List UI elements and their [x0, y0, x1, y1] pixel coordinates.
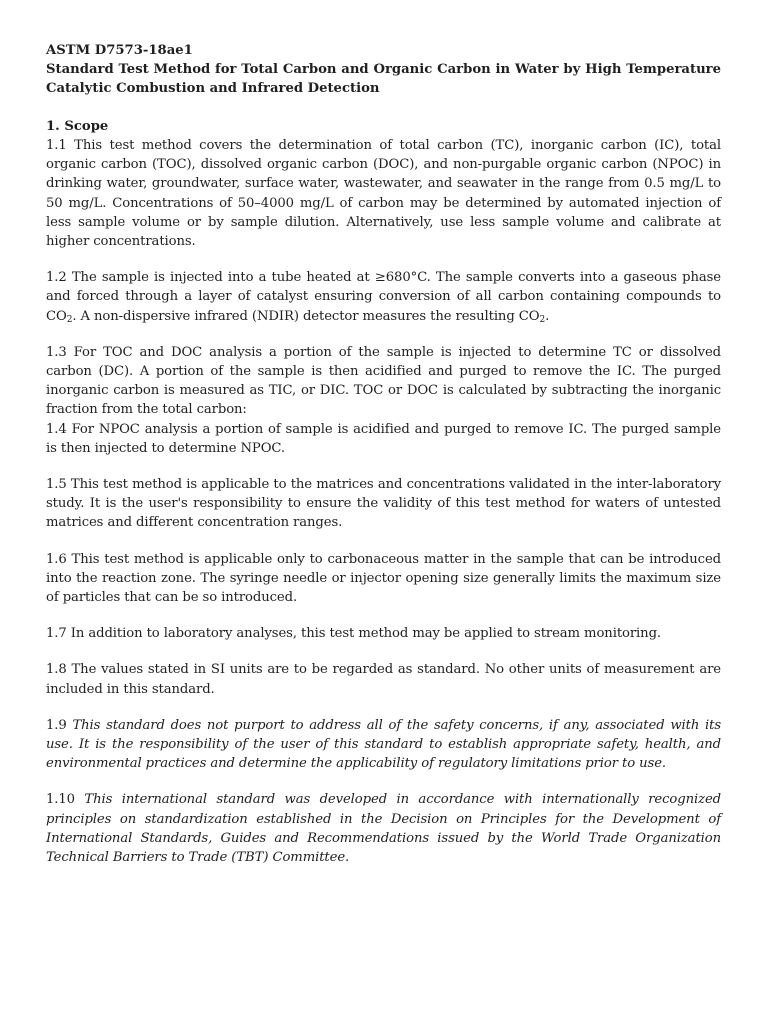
paragraph-1-9: [46, 716, 721, 774]
paragraph-1-10: [46, 790, 721, 867]
paragraph-1-9-number: 1.9: [46, 717, 73, 733]
paragraph-1-10-text: This international standard was developed in accordance with internationally recognized principles on standardization established in the Decision on Principles for the Development of International Standards, Guides and Recommendations issued by the World Trade Organization Technical Barriers to Trade (TBT) Committee.: [46, 792, 721, 866]
subscript-2-b: 2: [539, 314, 546, 325]
document-id: ASTM D7573-18ae1: [46, 43, 193, 58]
paragraph-1-5: 1.5 This test method is applicable to the matrices and concentrations validated in the inter-laboratory study. It is the user's responsibility to ensure the validity of this test method for waters of untested matrices and different concentration ranges.: [46, 477, 721, 531]
paragraph-1-4: 1.4 For NPOC analysis a portion of sample is acidified and purged to remove IC. The purged sample is then injected to determine NPOC.: [46, 421, 721, 456]
paragraph-1-2-text-b: . A non-dispersive infrared (NDIR) detector measures the resulting CO: [72, 308, 540, 324]
paragraph-1-2-text-c: .: [545, 308, 550, 324]
subscript-2-a: 2: [66, 314, 73, 325]
paragraph-1-1: 1.1 This test method covers the determination of total carbon (TC), inorganic carbon (IC), total organic carbon (TOC), dissolved organic carbon (DOC), and non-purgable organic carbon (NPOC) in drinking water, groundwater, surface water, wastewater, and seawater in the range from 0.5 mg/L to 50 mg/L. Concentrations of 50–4000 mg/L of carbon may be determined by automated injection of less sample volume or by sample dilution. Alternatively, use less sample volume and calibrate at higher concentrations.: [46, 138, 721, 250]
paragraph-1-6: 1.6 This test method is applicable only to carbonaceous matter in the sample that can be introduced into the reaction zone. The syringe needle or injector opening size generally limits the maximum size of particles that can be so introduced.: [46, 551, 721, 606]
paragraph-1-2: [46, 268, 721, 326]
paragraph-1-2-text-a: 1.2 The sample is injected into a tube heated at ≥680°C. The sample converts into a gaseous phase and forced through a layer of catalyst ensuring conversion of all carbon containing compounds to CO: [46, 270, 721, 324]
document-title: Standard Test Method for Total Carbon and Organic Carbon in Water by High Temperature Catalytic Combustion and Infrared Detection: [46, 62, 721, 96]
paragraph-1-3: 1.3 For TOC and DOC analysis a portion of the sample is injected to determine TC or dissolved carbon (DC). A portion of the sample is then acidified and purged to remove the IC. The purged inorganic carbon is measured as TIC, or DIC. TOC or DOC is calculated by subtracting the inorganic fraction from the total carbon:: [46, 344, 721, 418]
paragraph-1-7: 1.7 In addition to laboratory analyses, this test method may be applied to stream monitoring.: [46, 626, 662, 642]
paragraph-1-8: 1.8 The values stated in SI units are to be regarded as standard. No other units of measurement are included in this standard.: [46, 662, 721, 697]
paragraph-1-9-text: This standard does not purport to address all of the safety concerns, if any, associated with its use. It is the responsibility of the user of this standard to establish appropriate safety, health, and environmental practices and determine the applicability of regulatory limitations prior to use.: [46, 717, 722, 772]
document-page: [46, 41, 721, 867]
section-heading-scope: 1. Scope: [46, 119, 109, 134]
paragraph-1-10-number: 1.10: [46, 792, 85, 808]
